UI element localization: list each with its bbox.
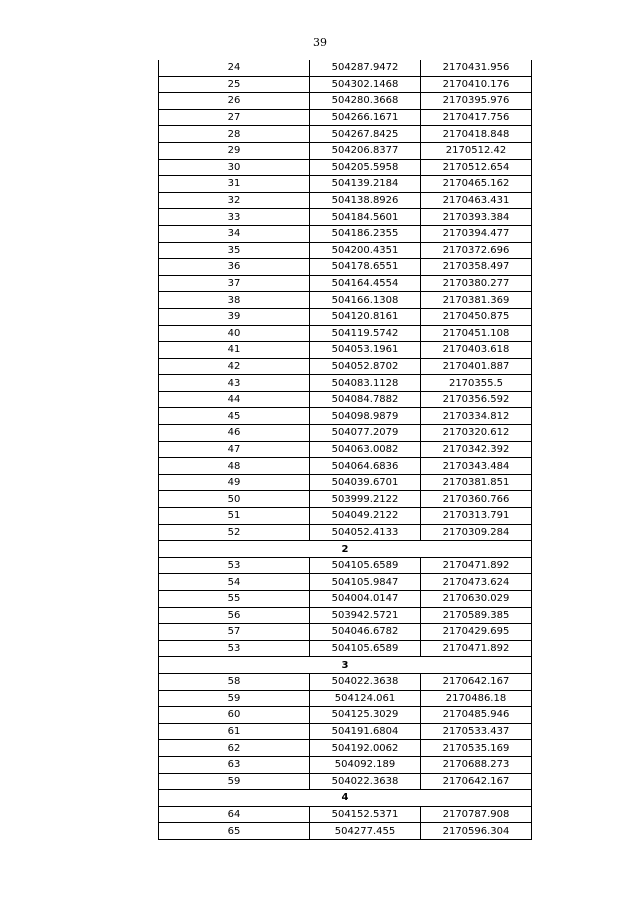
x-coordinate-cell: 504064.6836	[310, 458, 421, 475]
table-row	[159, 491, 532, 508]
y-coordinate-cell: 2170642.167	[421, 673, 532, 690]
table-row	[159, 292, 532, 309]
table-row	[159, 508, 532, 525]
y-coordinate-cell: 2170320.612	[421, 425, 532, 442]
point-number-cell: 29	[159, 142, 310, 159]
x-coordinate-cell: 504186.2355	[310, 225, 421, 242]
table-row	[159, 690, 532, 707]
table-row	[159, 375, 532, 392]
x-coordinate-cell: 504077.2079	[310, 425, 421, 442]
y-coordinate-cell: 2170485.946	[421, 707, 532, 724]
page-number: 39	[313, 36, 327, 49]
y-coordinate-cell: 2170381.369	[421, 292, 532, 309]
x-coordinate-cell: 504267.8425	[310, 126, 421, 143]
y-coordinate-cell: 2170394.477	[421, 225, 532, 242]
y-coordinate-cell: 2170688.273	[421, 756, 532, 773]
x-coordinate-cell: 504120.8161	[310, 308, 421, 325]
table-row	[159, 806, 532, 823]
point-number-cell: 34	[159, 225, 310, 242]
table-row	[159, 756, 532, 773]
point-number-cell: 41	[159, 342, 310, 359]
point-number-cell: 47	[159, 441, 310, 458]
point-number-cell: 64	[159, 806, 310, 823]
y-coordinate-cell: 2170450.875	[421, 308, 532, 325]
y-coordinate-cell: 2170380.277	[421, 275, 532, 292]
table-row	[159, 159, 532, 176]
x-coordinate-cell: 504166.1308	[310, 292, 421, 309]
y-coordinate-cell: 2170473.624	[421, 574, 532, 591]
section-label: 2	[159, 541, 532, 558]
y-coordinate-cell: 2170355.5	[421, 375, 532, 392]
point-number-cell: 45	[159, 408, 310, 425]
table-row	[159, 126, 532, 143]
table-row	[159, 259, 532, 276]
table-row	[159, 823, 532, 840]
x-coordinate-cell: 504191.6804	[310, 723, 421, 740]
table-row	[159, 275, 532, 292]
point-number-cell: 50	[159, 491, 310, 508]
x-coordinate-cell: 504052.8702	[310, 358, 421, 375]
table-row	[159, 574, 532, 591]
table-row	[159, 707, 532, 724]
table-row	[159, 607, 532, 624]
y-coordinate-cell: 2170343.484	[421, 458, 532, 475]
coordinates-table	[158, 60, 532, 840]
x-coordinate-cell: 504105.9847	[310, 574, 421, 591]
point-number-cell: 65	[159, 823, 310, 840]
point-number-cell: 40	[159, 325, 310, 342]
x-coordinate-cell: 504004.0147	[310, 591, 421, 608]
point-number-cell: 25	[159, 76, 310, 93]
table-row	[159, 591, 532, 608]
x-coordinate-cell: 504084.7882	[310, 391, 421, 408]
x-coordinate-cell: 503942.5721	[310, 607, 421, 624]
point-number-cell: 24	[159, 60, 310, 76]
y-coordinate-cell: 2170463.431	[421, 192, 532, 209]
x-coordinate-cell: 504083.1128	[310, 375, 421, 392]
y-coordinate-cell: 2170787.908	[421, 806, 532, 823]
table-row	[159, 441, 532, 458]
point-number-cell: 56	[159, 607, 310, 624]
y-coordinate-cell: 2170418.848	[421, 126, 532, 143]
table-row	[159, 391, 532, 408]
y-coordinate-cell: 2170596.304	[421, 823, 532, 840]
table-row	[159, 325, 532, 342]
y-coordinate-cell: 2170393.384	[421, 209, 532, 226]
y-coordinate-cell: 2170512.42	[421, 142, 532, 159]
table-row	[159, 308, 532, 325]
point-number-cell: 28	[159, 126, 310, 143]
section-label: 3	[159, 657, 532, 674]
y-coordinate-cell: 2170451.108	[421, 325, 532, 342]
y-coordinate-cell: 2170465.162	[421, 176, 532, 193]
coordinates-table-body	[159, 60, 532, 839]
table-row	[159, 242, 532, 259]
y-coordinate-cell: 2170417.756	[421, 109, 532, 126]
table-row	[159, 176, 532, 193]
table-row	[159, 408, 532, 425]
x-coordinate-cell: 504105.6589	[310, 640, 421, 657]
y-coordinate-cell: 2170356.592	[421, 391, 532, 408]
point-number-cell: 62	[159, 740, 310, 757]
point-number-cell: 60	[159, 707, 310, 724]
y-coordinate-cell: 2170309.284	[421, 524, 532, 541]
x-coordinate-cell: 504302.1468	[310, 76, 421, 93]
y-coordinate-cell: 2170535.169	[421, 740, 532, 757]
x-coordinate-cell: 504124.061	[310, 690, 421, 707]
table-row	[159, 342, 532, 359]
x-coordinate-cell: 504125.3029	[310, 707, 421, 724]
table-row	[159, 209, 532, 226]
x-coordinate-cell: 504192.0062	[310, 740, 421, 757]
point-number-cell: 44	[159, 391, 310, 408]
point-number-cell: 38	[159, 292, 310, 309]
y-coordinate-cell: 2170313.791	[421, 508, 532, 525]
y-coordinate-cell: 2170471.892	[421, 640, 532, 657]
y-coordinate-cell: 2170395.976	[421, 93, 532, 110]
point-number-cell: 61	[159, 723, 310, 740]
x-coordinate-cell: 504119.5742	[310, 325, 421, 342]
y-coordinate-cell: 2170342.392	[421, 441, 532, 458]
table-row	[159, 673, 532, 690]
table-row	[159, 142, 532, 159]
point-number-cell: 59	[159, 690, 310, 707]
x-coordinate-cell: 504046.6782	[310, 624, 421, 641]
point-number-cell: 48	[159, 458, 310, 475]
x-coordinate-cell: 504053.1961	[310, 342, 421, 359]
table-row	[159, 458, 532, 475]
x-coordinate-cell: 504287.9472	[310, 60, 421, 76]
table-row	[159, 192, 532, 209]
point-number-cell: 37	[159, 275, 310, 292]
point-number-cell: 39	[159, 308, 310, 325]
table-row	[159, 93, 532, 110]
point-number-cell: 26	[159, 93, 310, 110]
point-number-cell: 46	[159, 425, 310, 442]
table-row	[159, 109, 532, 126]
table-row	[159, 474, 532, 491]
table-row	[159, 60, 532, 76]
y-coordinate-cell: 2170358.497	[421, 259, 532, 276]
point-number-cell: 53	[159, 557, 310, 574]
table-row	[159, 358, 532, 375]
point-number-cell: 52	[159, 524, 310, 541]
y-coordinate-cell: 2170381.851	[421, 474, 532, 491]
point-number-cell: 35	[159, 242, 310, 259]
x-coordinate-cell: 504138.8926	[310, 192, 421, 209]
point-number-cell: 43	[159, 375, 310, 392]
table-row	[159, 773, 532, 790]
point-number-cell: 53	[159, 640, 310, 657]
x-coordinate-cell: 503999.2122	[310, 491, 421, 508]
point-number-cell: 58	[159, 673, 310, 690]
table-row	[159, 524, 532, 541]
point-number-cell: 42	[159, 358, 310, 375]
point-number-cell: 55	[159, 591, 310, 608]
point-number-cell: 63	[159, 756, 310, 773]
section-row	[159, 790, 532, 807]
y-coordinate-cell: 2170630.029	[421, 591, 532, 608]
y-coordinate-cell: 2170533.437	[421, 723, 532, 740]
y-coordinate-cell: 2170401.887	[421, 358, 532, 375]
section-row	[159, 541, 532, 558]
table-row	[159, 723, 532, 740]
x-coordinate-cell: 504039.6701	[310, 474, 421, 491]
x-coordinate-cell: 504139.2184	[310, 176, 421, 193]
x-coordinate-cell: 504206.8377	[310, 142, 421, 159]
y-coordinate-cell: 2170410.176	[421, 76, 532, 93]
table-row	[159, 624, 532, 641]
table-row	[159, 225, 532, 242]
y-coordinate-cell: 2170471.892	[421, 557, 532, 574]
y-coordinate-cell: 2170512.654	[421, 159, 532, 176]
x-coordinate-cell: 504178.6551	[310, 259, 421, 276]
x-coordinate-cell: 504092.189	[310, 756, 421, 773]
x-coordinate-cell: 504280.3668	[310, 93, 421, 110]
point-number-cell: 49	[159, 474, 310, 491]
point-number-cell: 51	[159, 508, 310, 525]
y-coordinate-cell: 2170486.18	[421, 690, 532, 707]
point-number-cell: 31	[159, 176, 310, 193]
x-coordinate-cell: 504164.4554	[310, 275, 421, 292]
x-coordinate-cell: 504052.4133	[310, 524, 421, 541]
x-coordinate-cell: 504098.9879	[310, 408, 421, 425]
x-coordinate-cell: 504049.2122	[310, 508, 421, 525]
y-coordinate-cell: 2170372.696	[421, 242, 532, 259]
point-number-cell: 57	[159, 624, 310, 641]
x-coordinate-cell: 504205.5958	[310, 159, 421, 176]
x-coordinate-cell: 504277.455	[310, 823, 421, 840]
table-row	[159, 740, 532, 757]
x-coordinate-cell: 504200.4351	[310, 242, 421, 259]
y-coordinate-cell: 2170403.618	[421, 342, 532, 359]
y-coordinate-cell: 2170360.766	[421, 491, 532, 508]
y-coordinate-cell: 2170642.167	[421, 773, 532, 790]
point-number-cell: 36	[159, 259, 310, 276]
x-coordinate-cell: 504022.3638	[310, 673, 421, 690]
section-row	[159, 657, 532, 674]
y-coordinate-cell: 2170334.812	[421, 408, 532, 425]
point-number-cell: 33	[159, 209, 310, 226]
point-number-cell: 32	[159, 192, 310, 209]
section-label: 4	[159, 790, 532, 807]
point-number-cell: 27	[159, 109, 310, 126]
table-row	[159, 425, 532, 442]
table-row	[159, 557, 532, 574]
x-coordinate-cell: 504152.5371	[310, 806, 421, 823]
y-coordinate-cell: 2170589.385	[421, 607, 532, 624]
x-coordinate-cell: 504184.5601	[310, 209, 421, 226]
x-coordinate-cell: 504063.0082	[310, 441, 421, 458]
point-number-cell: 54	[159, 574, 310, 591]
y-coordinate-cell: 2170429.695	[421, 624, 532, 641]
point-number-cell: 59	[159, 773, 310, 790]
table-row	[159, 76, 532, 93]
x-coordinate-cell: 504105.6589	[310, 557, 421, 574]
x-coordinate-cell: 504266.1671	[310, 109, 421, 126]
y-coordinate-cell: 2170431.956	[421, 60, 532, 76]
table-row	[159, 640, 532, 657]
point-number-cell: 30	[159, 159, 310, 176]
x-coordinate-cell: 504022.3638	[310, 773, 421, 790]
